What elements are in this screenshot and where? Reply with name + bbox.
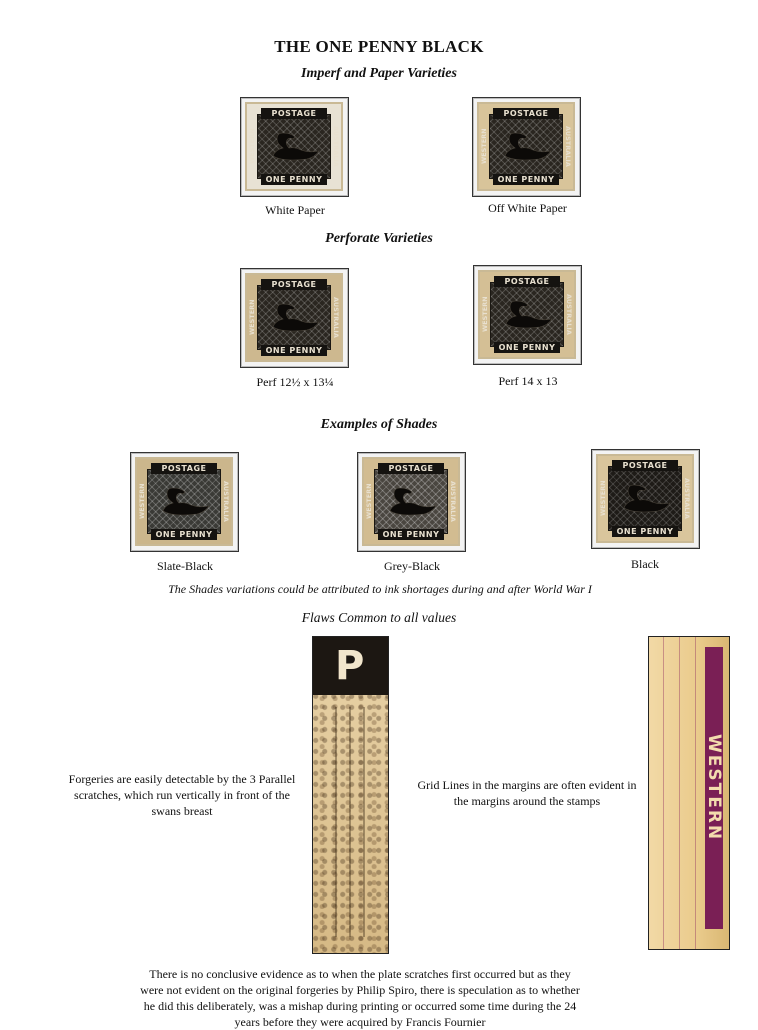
stamp-western-label: WESTERN <box>248 128 256 165</box>
flaw-margin-text: WESTERN <box>704 734 724 842</box>
stamp-australia-label: AUSTRALIA <box>332 126 340 167</box>
bottom-paragraph <box>40 966 680 1030</box>
stamp-western-label: WESTERN <box>480 128 488 165</box>
stamp-mount-perf-a <box>240 268 349 368</box>
page-title: THE ONE PENNY BLACK <box>274 37 484 56</box>
stamp-mount-black <box>591 449 700 549</box>
stamp-australia-label: AUSTRALIA <box>332 297 340 338</box>
stamp-value-label: ONE PENNY <box>612 526 678 537</box>
stamp-postage-label: POSTAGE <box>493 108 559 119</box>
stamp-value-label: ONE PENNY <box>261 345 327 356</box>
stamp-postage-label: POSTAGE <box>151 463 217 474</box>
stamp-western-label: WESTERN <box>599 480 607 517</box>
caption-perf-a: Perf 12½ x 13¼ <box>256 375 334 389</box>
grid-lines-note: Grid Lines in the margins are often evident in the margins around the stamps <box>417 778 637 808</box>
swan-icon <box>155 482 213 522</box>
stamp-mount-white-paper <box>240 97 349 197</box>
stamp-value-label: ONE PENNY <box>151 529 217 540</box>
stamp-australia-label: AUSTRALIA <box>449 481 457 522</box>
section-heading-shades: Examples of Shades <box>320 417 438 432</box>
stamp-western-label: WESTERN <box>248 299 256 336</box>
stamp-australia-label: AUSTRALIA <box>565 294 573 335</box>
stamp-australia-label: AUSTRALIA <box>564 126 572 167</box>
stamp-slate-black <box>137 459 231 544</box>
swan-icon <box>265 127 323 167</box>
stamp-white-paper <box>247 104 341 189</box>
section-heading-flaws: Flaws Common to all values <box>301 610 457 625</box>
stamp-postage-label: POSTAGE <box>612 460 678 471</box>
section-heading-perforate: Perforate Varieties <box>325 231 433 246</box>
forgeries-note: Forgeries are easily detectable by the 3 Parallel scratches, which run vertically in front of the swans breast <box>68 772 296 818</box>
stamp-postage-label: POSTAGE <box>261 279 327 290</box>
caption-slate-black: Slate-Black <box>157 559 213 573</box>
stamp-grey-black <box>364 459 458 544</box>
stamp-value-label: ONE PENNY <box>493 174 559 185</box>
caption-white-paper: White Paper <box>265 203 325 217</box>
stamp-postage-label: POSTAGE <box>494 276 560 287</box>
swan-icon <box>616 479 674 519</box>
bottom-line-1: There is no conclusive evidence as to when the plate scratches first occurred but as they <box>149 967 571 981</box>
bottom-line-2: were not evident on the original forgeries by Philip Spiro, there is speculation as to whether <box>140 983 580 997</box>
stamp-australia-label: AUSTRALIA <box>222 481 230 522</box>
shades-note: The Shades variations could be attributed to ink shortages during and after World War I <box>168 582 592 596</box>
bottom-line-3: he did this deliberately, was a mishap during printing or occurred some time during the 24 <box>143 999 577 1013</box>
stamp-black <box>598 456 692 541</box>
stamp-postage-label: POSTAGE <box>261 108 327 119</box>
caption-off-white-paper: Off White Paper <box>488 201 567 215</box>
swan-icon <box>265 298 323 338</box>
stamp-value-label: ONE PENNY <box>378 529 444 540</box>
stamp-western-label: WESTERN <box>481 296 489 333</box>
stamp-value-label: ONE PENNY <box>494 342 560 353</box>
flaw-image-grid-lines <box>648 636 730 950</box>
stamp-western-label: WESTERN <box>365 483 373 520</box>
caption-black: Black <box>631 557 659 571</box>
stamp-postage-label: POSTAGE <box>378 463 444 474</box>
stamp-perf-b <box>480 272 574 357</box>
stamp-value-label: ONE PENNY <box>261 174 327 185</box>
stamp-off-white-paper <box>479 104 573 189</box>
bottom-line-4: years before they were acquired by Francis Fournier <box>234 1015 486 1029</box>
section-heading-imperf: Imperf and Paper Varieties <box>301 66 457 81</box>
stamp-australia-label: AUSTRALIA <box>683 478 691 519</box>
stamp-mount-grey-black <box>357 452 466 552</box>
stamp-mount-slate-black <box>130 452 239 552</box>
swan-icon <box>382 482 440 522</box>
caption-grey-black: Grey-Black <box>384 559 440 573</box>
caption-perf-b: Perf 14 x 13 <box>498 374 558 388</box>
stamp-western-label: WESTERN <box>138 483 146 520</box>
flaw-image-scratches <box>312 636 389 954</box>
swan-icon <box>498 295 556 335</box>
swan-icon <box>497 127 555 167</box>
stamp-mount-perf-b <box>473 265 582 365</box>
flaw-letter: P <box>335 643 365 689</box>
stamp-mount-off-white-paper <box>472 97 581 197</box>
stamp-perf-a <box>247 275 341 360</box>
